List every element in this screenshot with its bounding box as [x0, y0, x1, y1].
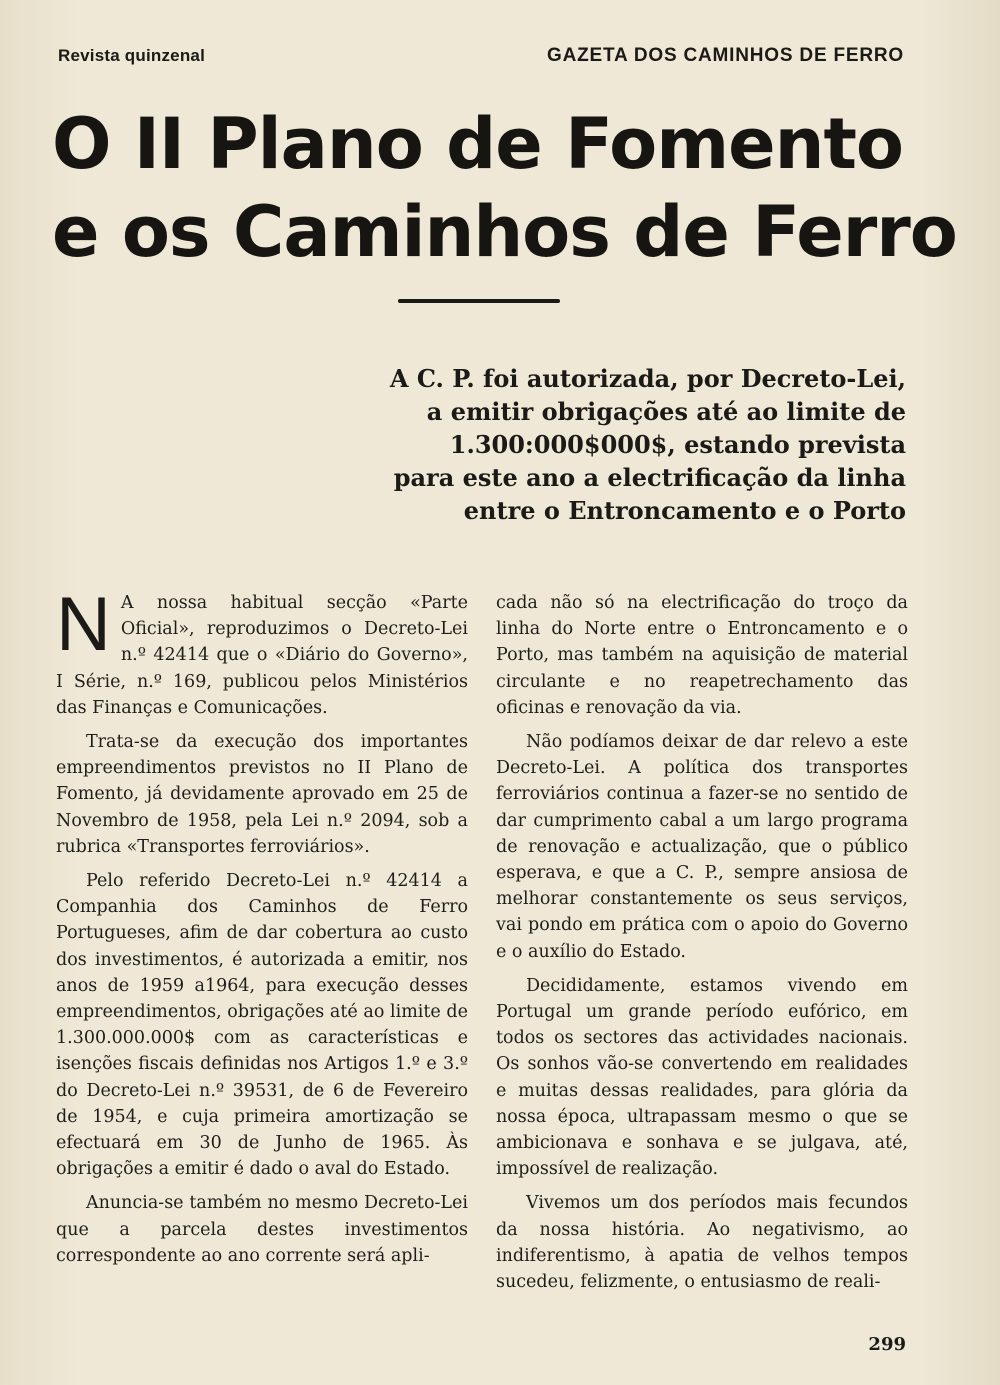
article-title-line-1: O II Plano de Fomento: [52, 103, 903, 185]
body-paragraph: cada não só na electrificação do troço da linha do Norte entre o Entroncamento e o Porto, mas também na aquisição de material circulante e no reapetrechamento das oficinas e renovação da via.: [496, 593, 908, 718]
paragraph-text: A nossa habitual secção «Parte Oficial», reproduzimos o Decreto-Lei n.º 42414 que o «Diário do Governo», I Série, n.º 169, publicou pelos Ministérios das Finanças e Comunicações.: [56, 593, 468, 718]
article-title: [52, 100, 957, 276]
body-column-left: [56, 582, 468, 1277]
magazine-title-header: GAZETA DOS CAMINHOS DE FERRO: [546, 45, 904, 66]
lead-line: para este ano a electrificação da linha: [393, 463, 906, 492]
body-paragraph: Trata-se da execução dos importantes empreendimentos previstos no II Plano de Fomento, já devidamente aprovado em 25 de Novembro de 1958, pela Lei n.º 2094, sob a rubrica «Transportes ferroviários».: [56, 732, 468, 857]
article-title-line-2: e os Caminhos de Ferro: [52, 191, 957, 273]
lead-line: a emitir obrigações até ao limite de: [426, 397, 906, 426]
magazine-frequency-label: Revista quinzenal: [58, 46, 205, 65]
body-paragraph: Anuncia-se também no mesmo Decreto-Lei que a parcela destes investimentos correspondente ao ano corrente será apli-: [56, 1193, 468, 1266]
body-paragraph: Pelo referido Decreto-Lei n.º 42414 a Companhia dos Caminhos de Ferro Portugueses, afim de dar cobertura ao custo dos investimentos, é autorizada a emitir, nos anos de 1959 a1964, para execução desses empreendimentos, obrigações até ao limite de 1.300.000.000$ com as características e isenções fiscais definidas nos Artigos 1.º e 3.º do Decreto-Lei n.º 39531, de 6 de Fevereiro de 1954, e cuja primeira amortização se efectuará em 30 de Junho de 1965. Às obrigações a emitir é dado o aval do Estado.: [56, 871, 468, 1180]
lead-line: entre o Entroncamento e o Porto: [463, 496, 906, 525]
body-paragraph: Decididamente, estamos vivendo em Portugal um grande período eufórico, em todos os sectores das actividades nacionais. Os sonhos vão-se convertendo em realidades e muitas dessas realidades, para glória da nossa época, ultrapassam mesmo o que se ambicionava e sonhava e se julgava, até, impossível de realização.: [496, 975, 908, 1180]
body-paragraph: Vivemos um dos períodos mais fecundos da nossa história. Ao negativismo, ao indiferentismo, à apatia de velhos tempos sucedeu, felizmente, o entusiasmo de reali-: [496, 1193, 908, 1293]
article-lead: [326, 362, 906, 527]
lead-line: A C. P. foi autorizada, por Decreto-Lei,: [389, 364, 906, 393]
title-divider: [398, 299, 560, 303]
page-number: 299: [868, 1334, 906, 1355]
lead-line: 1.300:000$000$, estando prevista: [449, 430, 906, 459]
body-column-right: [496, 590, 908, 1303]
body-paragraph: [56, 582, 468, 721]
drop-cap: N: [56, 582, 111, 667]
body-paragraph: Não podíamos deixar de dar relevo a este Decreto-Lei. A política dos transportes ferroviários continua a fazer-se no sentido de dar cumprimento cabal a um largo programa de renovação e actualização, que o público esperava, e que a C. P., sempre ansiosa de melhorar constantemente os seus serviços, vai pondo em prática com o apoio do Governo e o auxílio do Estado.: [496, 732, 908, 962]
